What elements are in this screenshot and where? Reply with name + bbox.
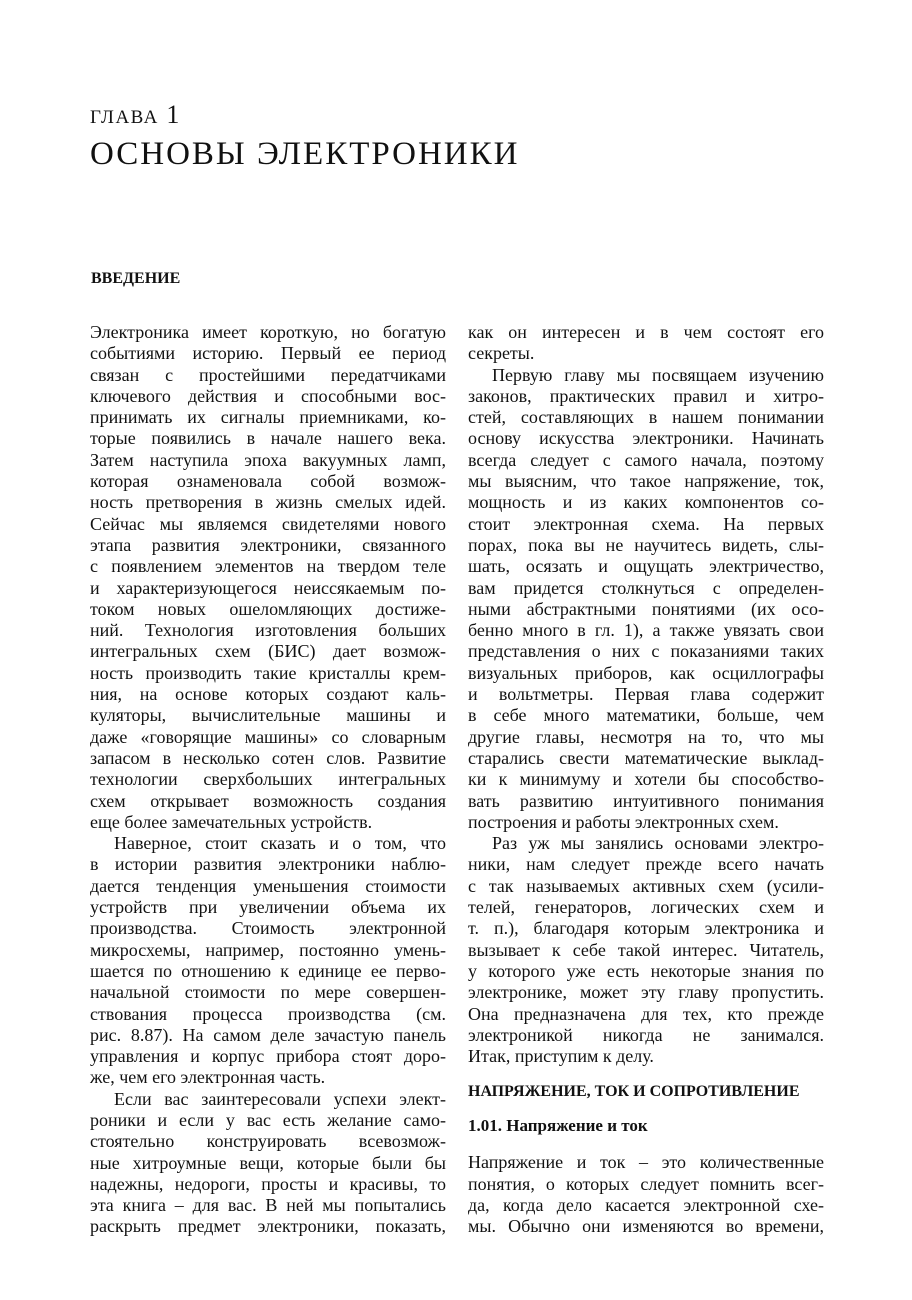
text-line: надежны, недороги, просты и красивы, то <box>90 1173 446 1194</box>
text-line: даже «говорящие машины» со словарным <box>90 726 446 747</box>
text-line: и характеризующегося неиссякаемым по- <box>90 577 446 598</box>
text-line: с так называемых активных схем (усили- <box>468 875 824 896</box>
text-line: ники, нам следует прежде всего начать <box>468 854 824 875</box>
intro-heading: ВВЕДЕНИЕ <box>91 270 181 287</box>
text-line: как он интересен и в чем состоят его <box>468 322 824 342</box>
text-line: куляторы, вычислительные машины и <box>90 705 446 726</box>
text-line: другие главы, несмотря на то, что мы <box>468 726 824 747</box>
text-line: начальной стоимости по мере совершен- <box>90 982 446 1003</box>
text-line: Первую главу мы посвящаем изучению <box>492 364 824 385</box>
text-line: Если вас заинтересовали успехи элект- <box>114 1088 446 1109</box>
text-line: ными абстрактными понятиями (их осо- <box>468 598 824 619</box>
text-line: связан с простейшими передатчиками <box>90 364 446 385</box>
text-line: старались свести математические выклад- <box>468 747 824 768</box>
text-line: рис. 8.87). На самом деле зачастую панель <box>90 1024 446 1045</box>
right-column <box>468 322 824 1238</box>
text-line: Затем наступила эпоха вакуумных ламп, <box>90 449 446 470</box>
text-line: представления о них с показаниями таких <box>468 641 824 662</box>
text-line: всегда следует с самого начала, поэтому <box>468 449 824 470</box>
text-line: производства. Стоимость электронной <box>90 918 446 939</box>
text-line: раскрыть предмет электроники, показать, <box>90 1216 446 1237</box>
text-line: схем открывает возможность создания <box>90 790 446 811</box>
subsection-heading: 1.01. Напряжение и ток <box>468 1116 648 1136</box>
text-line: Наверное, стоит сказать и о том, что <box>114 833 446 854</box>
text-line: электроникой никогда не занимался. <box>468 1024 824 1045</box>
text-line: Она предназначена для тех, кто прежде <box>468 1003 824 1024</box>
text-line: понятия, о которых следует помнить всег- <box>468 1173 824 1194</box>
text-line: торые появились в начале нашего века. <box>90 428 446 449</box>
text-line: устройств при увеличении объема их <box>90 897 446 918</box>
text-line: мы. Обычно они изменяются во времени, <box>468 1216 824 1237</box>
text-line: основу искусства электроники. Начинать <box>468 428 824 449</box>
text-line: Итак, приступим к делу. <box>468 1046 654 1067</box>
text-line: ний. Технология изготовления больших <box>90 620 446 641</box>
text-line: которая ознаменовала собой возмож- <box>90 471 446 492</box>
text-line: мощность и из каких компонентов со- <box>468 492 824 513</box>
text-line: порах, пока вы не научитесь видеть, слы- <box>468 534 824 555</box>
text-line: интегральных схем (БИС) дает возмож- <box>90 641 446 662</box>
text-line: ки к минимуму и хотели бы способство- <box>468 769 824 790</box>
text-line: в себе много математики, больше, чем <box>468 705 824 726</box>
text-line: мы выясним, что такое напряжение, ток, <box>468 471 824 492</box>
text-line: вызывает к себе такой интерес. Читатель, <box>468 939 824 960</box>
text-line: в истории развития электроники наблю- <box>90 854 446 875</box>
left-column <box>90 322 446 1238</box>
text-line: у которого уже есть некоторые знания по <box>468 960 824 981</box>
text-line: шается по отношению к единице ее перво- <box>90 960 446 981</box>
text-line: законов, практических правил и хитро- <box>468 385 824 406</box>
text-line: ствования процесса производства (см. <box>90 1003 446 1024</box>
spacer <box>468 1138 824 1152</box>
text-line: и вольтметры. Первая глава содержит <box>468 684 824 705</box>
text-line: еще более замечательных устройств. <box>90 811 373 832</box>
text-line: микросхемы, например, постоянно умень- <box>90 939 446 960</box>
text-line: построения и работы электронных схем. <box>468 811 779 832</box>
text-line: вать развитию интуитивного понимания <box>468 790 824 811</box>
text-line: Раз уж мы занялись основами электро- <box>492 833 824 854</box>
text-line: т. п.), благодаря которым электроника и <box>468 918 824 939</box>
text-line: телей, генераторов, логических схем и <box>468 897 824 918</box>
text-line: электронике, может эту главу пропустить. <box>468 982 824 1003</box>
text-line: эта книга – для вас. В ней мы попытались <box>90 1195 446 1216</box>
text-line: технологии сверхбольших интегральных <box>90 769 446 790</box>
text-line: Напряжение и ток – это количественные <box>468 1152 824 1173</box>
chapter-number: 1 <box>166 100 181 129</box>
text-line: событиями историю. Первый ее период <box>90 343 446 364</box>
text-line: же, чем его электронная часть. <box>90 1067 326 1088</box>
text-line: стоятельно конструировать всевозмож- <box>90 1131 446 1152</box>
text-line: секреты. <box>468 343 535 364</box>
text-line: шать, осязать и ощущать электричество, <box>468 556 824 577</box>
text-line: дается тенденция уменьшения стоимости <box>90 875 446 896</box>
text-line: стоит электронная схема. На первых <box>468 513 824 534</box>
text-line: током новых ошеломляющих достиже- <box>90 598 446 619</box>
text-line: стей, составляющих в нашем понимании <box>468 407 824 428</box>
text-line: Электроника имеет короткую, но богатую <box>90 322 446 342</box>
text-line: бенно много в гл. 1), а также увязать свои <box>468 620 824 641</box>
text-line: визуальных приборов, как осциллографы <box>468 662 824 683</box>
chapter-kicker <box>90 100 180 130</box>
text-line: ключевого действия и способными вос- <box>90 385 446 406</box>
text-line: запасом в несколько сотен слов. Развитие <box>90 747 446 768</box>
text-line: роники и если у вас есть желание само- <box>90 1109 446 1130</box>
text-line: этапа развития электроники, связанного <box>90 534 446 555</box>
text-line: управления и корпус прибора стоят доро- <box>90 1046 446 1067</box>
text-line: ные хитроумные вещи, которые были бы <box>90 1152 446 1173</box>
chapter-title: ОСНОВЫ ЭЛЕКТРОНИКИ <box>90 136 520 172</box>
text-line: да, когда дело касается электронной схе- <box>468 1194 824 1215</box>
text-line: ность претворения в жизнь смелых идей. <box>90 492 446 513</box>
text-line: ния, на основе которых создают каль- <box>90 684 446 705</box>
text-line: вам придется столкнуться с определен- <box>468 577 824 598</box>
chapter-label: ГЛАВА <box>90 107 159 128</box>
section-heading: НАПРЯЖЕНИЕ, ТОК И СОПРОТИВЛЕНИЕ <box>468 1083 800 1101</box>
text-line: Сейчас мы являемся свидетелями нового <box>90 513 446 534</box>
text-line: ность производить такие кристаллы крем- <box>90 662 446 683</box>
text-line: с появлением элементов на твердом теле <box>90 556 446 577</box>
text-line: принимать их сигналы приемниками, ко- <box>90 407 446 428</box>
